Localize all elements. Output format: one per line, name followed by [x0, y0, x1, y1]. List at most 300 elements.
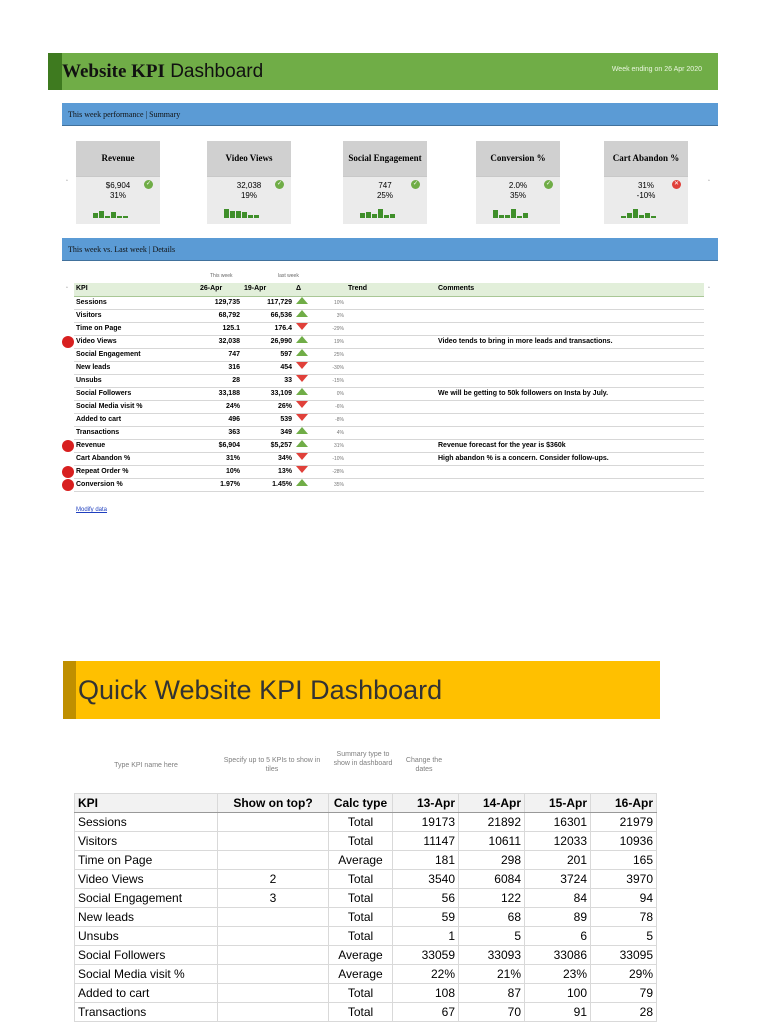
- kpi-name: Social Followers: [74, 387, 198, 400]
- spark-bar: [123, 216, 128, 218]
- spark-bar: [499, 215, 504, 218]
- comment: [436, 296, 704, 309]
- tile-name: Revenue: [76, 141, 160, 177]
- spark-bar: [224, 209, 229, 218]
- this-week-value: 28: [198, 374, 242, 387]
- kpi-name: Cart Abandon %: [74, 452, 198, 465]
- delta-arrow-cell: [294, 387, 310, 400]
- last-week-value: 117,729: [242, 296, 294, 309]
- delta-percent: 0%: [310, 387, 346, 400]
- comment: [436, 400, 704, 413]
- delta-arrow-cell: [294, 374, 310, 387]
- last-week-value: 33: [242, 374, 294, 387]
- quick-value-cell[interactable]: 21979: [591, 813, 657, 832]
- trend-cell: [346, 322, 436, 335]
- this-week-value: 1.97%: [198, 478, 242, 491]
- last-week-value: 26,990: [242, 335, 294, 348]
- edge-marker: ▫: [708, 178, 710, 184]
- calc-type-cell[interactable]: Total: [329, 984, 393, 1003]
- spark-bar: [517, 216, 522, 218]
- quick-value-cell[interactable]: 70: [459, 1003, 525, 1022]
- check-icon: ✓: [545, 181, 552, 187]
- calc-type-cell[interactable]: Total: [329, 889, 393, 908]
- quick-value-cell[interactable]: 108: [393, 984, 459, 1003]
- comment: [436, 374, 704, 387]
- this-week-value: $6,904: [198, 439, 242, 452]
- delta-arrow-cell: [294, 348, 310, 361]
- quick-value-cell[interactable]: 3540: [393, 870, 459, 889]
- comment: [436, 426, 704, 439]
- detail-row: [74, 426, 704, 439]
- quick-value-cell[interactable]: 28: [591, 1003, 657, 1022]
- quick-row: [75, 965, 657, 984]
- trend-cell: [346, 296, 436, 309]
- quick-value-cell[interactable]: 181: [393, 851, 459, 870]
- last-week-value: 539: [242, 413, 294, 426]
- tile-body: [207, 177, 291, 224]
- this-week-value: 24%: [198, 400, 242, 413]
- spark-bar: [93, 213, 98, 218]
- quick-value-cell[interactable]: 91: [525, 1003, 591, 1022]
- sparkline: [621, 208, 673, 218]
- quick-header-calc: Calc type: [329, 794, 393, 813]
- detail-row: [74, 478, 704, 491]
- last-week-value: 33,109: [242, 387, 294, 400]
- detail-row: [74, 348, 704, 361]
- quick-value-cell[interactable]: 79: [591, 984, 657, 1003]
- calc-type-cell[interactable]: Total: [329, 832, 393, 851]
- comment: Video tends to bring in more leads and transactions.: [436, 335, 704, 348]
- delta-arrow-cell: [294, 452, 310, 465]
- quick-value-cell[interactable]: 87: [459, 984, 525, 1003]
- arrow-down-icon: [296, 323, 308, 330]
- tile-change: 25%: [376, 191, 393, 200]
- quick-value-cell[interactable]: 6084: [459, 870, 525, 889]
- delta-percent: 25%: [310, 348, 346, 361]
- check-icon: ✓: [412, 181, 419, 187]
- delta-percent: -30%: [310, 361, 346, 374]
- quick-value-cell[interactable]: 84: [525, 889, 591, 908]
- quick-kpi-name[interactable]: Unsubs: [75, 927, 218, 946]
- delta-arrow-cell: [294, 322, 310, 335]
- quick-value-cell[interactable]: 33086: [525, 946, 591, 965]
- arrow-up-icon: [296, 336, 308, 343]
- quick-value-cell[interactable]: 201: [525, 851, 591, 870]
- edge-marker: ▫: [66, 178, 68, 184]
- quick-kpi-name[interactable]: New leads: [75, 908, 218, 927]
- last-week-value: 26%: [242, 400, 294, 413]
- edge-marker: ▫: [708, 285, 710, 291]
- last-week-value: 34%: [242, 452, 294, 465]
- trend-cell: [346, 478, 436, 491]
- this-week-value: 316: [198, 361, 242, 374]
- dashboard-banner: [48, 53, 718, 90]
- this-week-value: 32,038: [198, 335, 242, 348]
- spark-bar: [627, 213, 632, 218]
- delta-percent: 3%: [310, 309, 346, 322]
- quick-value-cell[interactable]: 3970: [591, 870, 657, 889]
- quick-value-cell[interactable]: 21%: [459, 965, 525, 984]
- title-rest: Dashboard: [164, 61, 264, 82]
- this-week-value: 68,792: [198, 309, 242, 322]
- spark-bar: [111, 212, 116, 218]
- this-week-value: 125.1: [198, 322, 242, 335]
- spark-bar: [621, 216, 626, 218]
- calc-type-cell[interactable]: Total: [329, 927, 393, 946]
- show-on-top-cell[interactable]: [218, 927, 329, 946]
- detail-row: [74, 465, 704, 478]
- comment: [436, 465, 704, 478]
- delta-arrow-cell: [294, 465, 310, 478]
- quick-header-row: [75, 794, 657, 813]
- quick-row: [75, 908, 657, 927]
- trend-cell: [346, 348, 436, 361]
- tile-change: 31%: [109, 191, 126, 200]
- calc-type-cell[interactable]: Total: [329, 870, 393, 889]
- show-on-top-cell[interactable]: [218, 965, 329, 984]
- quick-kpi-name[interactable]: Social Media visit %: [75, 965, 218, 984]
- trend-cell: [346, 387, 436, 400]
- week-ending-label: Week ending on 26 Apr 2020: [611, 66, 702, 73]
- quick-row: [75, 1003, 657, 1022]
- delta-percent: 10%: [310, 296, 346, 309]
- flag-dot-icon: [62, 479, 74, 491]
- details-section-bar: [62, 238, 718, 261]
- last-week-value: 176.4: [242, 322, 294, 335]
- spark-bar: [511, 209, 516, 218]
- details-section-title: This week vs. Last week | Details: [68, 245, 176, 254]
- quick-value-cell[interactable]: 122: [459, 889, 525, 908]
- quick-value-cell[interactable]: 11147: [393, 832, 459, 851]
- detail-row: [74, 413, 704, 426]
- delta-percent: -29%: [310, 322, 346, 335]
- show-on-top-cell[interactable]: [218, 984, 329, 1003]
- arrow-down-icon: [296, 362, 308, 369]
- quick-value-cell[interactable]: 6: [525, 927, 591, 946]
- quick-value-cell[interactable]: 1: [393, 927, 459, 946]
- quick-row: [75, 870, 657, 889]
- quick-value-cell[interactable]: 68: [459, 908, 525, 927]
- hint-calc: Summary type to show in dashboard: [333, 751, 393, 767]
- arrow-down-icon: [296, 375, 308, 382]
- quick-kpi-name[interactable]: Added to cart: [75, 984, 218, 1003]
- this-week-value: 33,188: [198, 387, 242, 400]
- tile-value: 31%: [637, 181, 654, 190]
- delta-arrow-cell: [294, 296, 310, 309]
- spark-bar: [230, 211, 235, 218]
- spark-bar: [366, 212, 371, 218]
- delta-percent: -15%: [310, 374, 346, 387]
- detail-row: [74, 361, 704, 374]
- kpi-tile[interactable]: [207, 141, 291, 224]
- quick-value-cell[interactable]: 19173: [393, 813, 459, 832]
- delta-arrow-cell: [294, 426, 310, 439]
- kpi-tile[interactable]: [76, 141, 160, 224]
- quick-value-cell[interactable]: 78: [591, 908, 657, 927]
- kpi-name: Added to cart: [74, 413, 198, 426]
- flag-dot-icon: [62, 336, 74, 348]
- spark-bar: [651, 216, 656, 218]
- quick-value-cell[interactable]: 298: [459, 851, 525, 870]
- calc-type-cell[interactable]: Average: [329, 946, 393, 965]
- detail-row: [74, 309, 704, 322]
- show-on-top-cell[interactable]: [218, 832, 329, 851]
- tile-value: 747: [378, 181, 392, 190]
- last-week-value: 349: [242, 426, 294, 439]
- quick-header-date: 14-Apr: [459, 794, 525, 813]
- tile-body: [343, 177, 427, 224]
- quick-row: [75, 832, 657, 851]
- trend-cell: [346, 452, 436, 465]
- quick-row: [75, 813, 657, 832]
- detail-row: [74, 374, 704, 387]
- kpi-tile[interactable]: [343, 141, 427, 224]
- quick-value-cell[interactable]: 10611: [459, 832, 525, 851]
- this-week-value: 129,735: [198, 296, 242, 309]
- last-week-value: 1.45%: [242, 478, 294, 491]
- sparkline: [93, 208, 145, 218]
- comment: High abandon % is a concern. Consider follow-ups.: [436, 452, 704, 465]
- spark-bar: [384, 215, 389, 218]
- this-week-value: 10%: [198, 465, 242, 478]
- summary-section-title: This week performance | Summary: [68, 110, 181, 119]
- arrow-up-icon: [296, 427, 308, 434]
- quick-value-cell[interactable]: 22%: [393, 965, 459, 984]
- quick-row: [75, 927, 657, 946]
- last-week-subhead: last week: [278, 273, 299, 279]
- flag-dot-icon: [62, 440, 74, 452]
- trend-cell: [346, 335, 436, 348]
- quick-header-show: Show on top?: [218, 794, 329, 813]
- quick-kpi-name[interactable]: Social Followers: [75, 946, 218, 965]
- delta-percent: 35%: [310, 478, 346, 491]
- spark-bar: [242, 212, 247, 218]
- spark-bar: [236, 211, 241, 218]
- quick-row: [75, 984, 657, 1003]
- quick-value-cell[interactable]: 33059: [393, 946, 459, 965]
- quick-dashboard-title: Quick Website KPI Dashboard: [78, 675, 443, 705]
- quick-value-cell[interactable]: 21892: [459, 813, 525, 832]
- delta-percent: 4%: [310, 426, 346, 439]
- trend-cell: [346, 400, 436, 413]
- tile-change: 35%: [509, 191, 526, 200]
- calc-type-cell[interactable]: Total: [329, 813, 393, 832]
- tile-body: [604, 177, 688, 224]
- tile-value: $6,904: [105, 181, 131, 190]
- spark-bar: [248, 215, 253, 218]
- quick-header-date: 16-Apr: [591, 794, 657, 813]
- spark-bar: [639, 215, 644, 218]
- tile-name: Cart Abandon %: [604, 141, 688, 177]
- comment: Revenue forecast for the year is $360k: [436, 439, 704, 452]
- header-this: 26-Apr: [198, 283, 242, 296]
- quick-value-cell[interactable]: 94: [591, 889, 657, 908]
- spark-bar: [493, 210, 498, 218]
- delta-arrow-cell: [294, 335, 310, 348]
- cross-icon: ✕: [673, 181, 680, 187]
- delta-percent: 19%: [310, 335, 346, 348]
- show-on-top-cell[interactable]: [218, 851, 329, 870]
- kpi-name: Transactions: [74, 426, 198, 439]
- tile-value: 32,038: [236, 181, 262, 190]
- kpi-name: Sessions: [74, 296, 198, 309]
- header-last: 19-Apr: [242, 283, 294, 296]
- kpi-name: New leads: [74, 361, 198, 374]
- trend-cell: [346, 413, 436, 426]
- delta-percent: 31%: [310, 439, 346, 452]
- quick-value-cell[interactable]: 5: [591, 927, 657, 946]
- quick-value-cell[interactable]: 16301: [525, 813, 591, 832]
- quick-value-cell[interactable]: 165: [591, 851, 657, 870]
- arrow-up-icon: [296, 297, 308, 304]
- quick-value-cell[interactable]: 59: [393, 908, 459, 927]
- spark-bar: [523, 213, 528, 218]
- flag-dot-icon: [62, 466, 74, 478]
- check-icon: ✓: [145, 181, 152, 187]
- last-week-value: 597: [242, 348, 294, 361]
- trend-cell: [346, 309, 436, 322]
- quick-kpi-name[interactable]: Visitors: [75, 832, 218, 851]
- last-week-value: $5,257: [242, 439, 294, 452]
- show-on-top-cell[interactable]: [218, 908, 329, 927]
- last-week-value: 454: [242, 361, 294, 374]
- kpi-name: Social Engagement: [74, 348, 198, 361]
- arrow-up-icon: [296, 440, 308, 447]
- dashboard-title: [62, 61, 263, 83]
- show-on-top-cell[interactable]: [218, 1003, 329, 1022]
- delta-arrow-cell: [294, 400, 310, 413]
- tile-change: -10%: [636, 191, 656, 200]
- comment: [436, 361, 704, 374]
- spark-bar: [505, 215, 510, 218]
- sparkline: [360, 208, 412, 218]
- quick-kpi-name[interactable]: Video Views: [75, 870, 218, 889]
- detail-row: [74, 439, 704, 452]
- header-delta-pct: [310, 283, 346, 296]
- quick-header-date: 15-Apr: [525, 794, 591, 813]
- header-comments: Comments: [436, 283, 704, 296]
- calc-type-cell[interactable]: Total: [329, 908, 393, 927]
- arrow-up-icon: [296, 310, 308, 317]
- detail-header-row: [74, 283, 704, 296]
- quick-kpi-name[interactable]: Transactions: [75, 1003, 218, 1022]
- trend-cell: [346, 426, 436, 439]
- spark-bar: [378, 209, 383, 218]
- arrow-down-icon: [296, 414, 308, 421]
- comment: [436, 413, 704, 426]
- comment: [436, 322, 704, 335]
- comment: [436, 348, 704, 361]
- spark-bar: [254, 215, 259, 218]
- show-on-top-cell[interactable]: [218, 946, 329, 965]
- arrow-up-icon: [296, 388, 308, 395]
- quick-value-cell[interactable]: 29%: [591, 965, 657, 984]
- comment: [436, 309, 704, 322]
- check-icon: ✓: [276, 181, 283, 187]
- hint-kpi: Type KPI name here: [114, 762, 178, 769]
- kpi-tile[interactable]: [604, 141, 688, 224]
- show-on-top-cell[interactable]: [218, 813, 329, 832]
- delta-arrow-cell: [294, 413, 310, 426]
- trend-cell: [346, 465, 436, 478]
- tile-value: 2.0%: [508, 181, 528, 190]
- header-delta: Δ: [294, 283, 310, 296]
- quick-value-cell[interactable]: 67: [393, 1003, 459, 1022]
- last-week-value: 66,536: [242, 309, 294, 322]
- quick-kpi-name[interactable]: Sessions: [75, 813, 218, 832]
- show-on-top-cell[interactable]: 2: [218, 870, 329, 889]
- quick-row: [75, 946, 657, 965]
- kpi-name: Unsubs: [74, 374, 198, 387]
- calc-type-cell[interactable]: Average: [329, 965, 393, 984]
- summary-section-bar: [62, 103, 718, 126]
- quick-kpi-name[interactable]: Time on Page: [75, 851, 218, 870]
- quick-value-cell[interactable]: 89: [525, 908, 591, 927]
- detail-row: [74, 387, 704, 400]
- calc-type-cell[interactable]: Total: [329, 1003, 393, 1022]
- hint-dates: Change the dates: [405, 757, 443, 773]
- quick-value-cell[interactable]: 33095: [591, 946, 657, 965]
- arrow-down-icon: [296, 453, 308, 460]
- quick-kpi-table: [74, 793, 657, 1022]
- quick-row: [75, 851, 657, 870]
- title-bold: Website KPI: [62, 61, 165, 82]
- quick-value-cell[interactable]: 33093: [459, 946, 525, 965]
- delta-percent: -6%: [310, 400, 346, 413]
- this-week-value: 31%: [198, 452, 242, 465]
- detail-table: [74, 283, 704, 492]
- spark-bar: [645, 213, 650, 218]
- tile-change: 19%: [240, 191, 257, 200]
- delta-arrow-cell: [294, 309, 310, 322]
- detail-row: [74, 452, 704, 465]
- detail-row: [74, 400, 704, 413]
- delta-percent: -28%: [310, 465, 346, 478]
- quick-kpi-name[interactable]: Social Engagement: [75, 889, 218, 908]
- edge-marker: ▫: [66, 285, 68, 291]
- kpi-tile[interactable]: [476, 141, 560, 224]
- quick-dashboard-banner: [63, 661, 660, 719]
- calc-type-cell[interactable]: Average: [329, 851, 393, 870]
- tile-body: [76, 177, 160, 224]
- sparkline: [224, 208, 276, 218]
- detail-row: [74, 296, 704, 309]
- spark-bar: [390, 214, 395, 218]
- quick-value-cell[interactable]: 12033: [525, 832, 591, 851]
- arrow-up-icon: [296, 479, 308, 486]
- quick-value-cell[interactable]: 10936: [591, 832, 657, 851]
- arrow-down-icon: [296, 401, 308, 408]
- tile-name: Conversion %: [476, 141, 560, 177]
- comment: We will be getting to 50k followers on Insta by July.: [436, 387, 704, 400]
- show-on-top-cell[interactable]: 3: [218, 889, 329, 908]
- spark-bar: [372, 214, 377, 218]
- quick-value-cell[interactable]: 3724: [525, 870, 591, 889]
- tile-name: Social Engagement: [343, 141, 427, 177]
- quick-header-kpi: KPI: [75, 794, 218, 813]
- quick-value-cell[interactable]: 23%: [525, 965, 591, 984]
- quick-value-cell[interactable]: 5: [459, 927, 525, 946]
- modify-data-link[interactable]: Modify data: [76, 507, 108, 513]
- tile-body: [476, 177, 560, 224]
- quick-value-cell[interactable]: 56: [393, 889, 459, 908]
- spark-bar: [633, 209, 638, 218]
- hint-show: Specify up to 5 KPIs to show in tiles: [223, 757, 321, 773]
- header-trend: Trend: [346, 283, 436, 296]
- quick-value-cell[interactable]: 100: [525, 984, 591, 1003]
- kpi-name: Time on Page: [74, 322, 198, 335]
- tile-name: Video Views: [207, 141, 291, 177]
